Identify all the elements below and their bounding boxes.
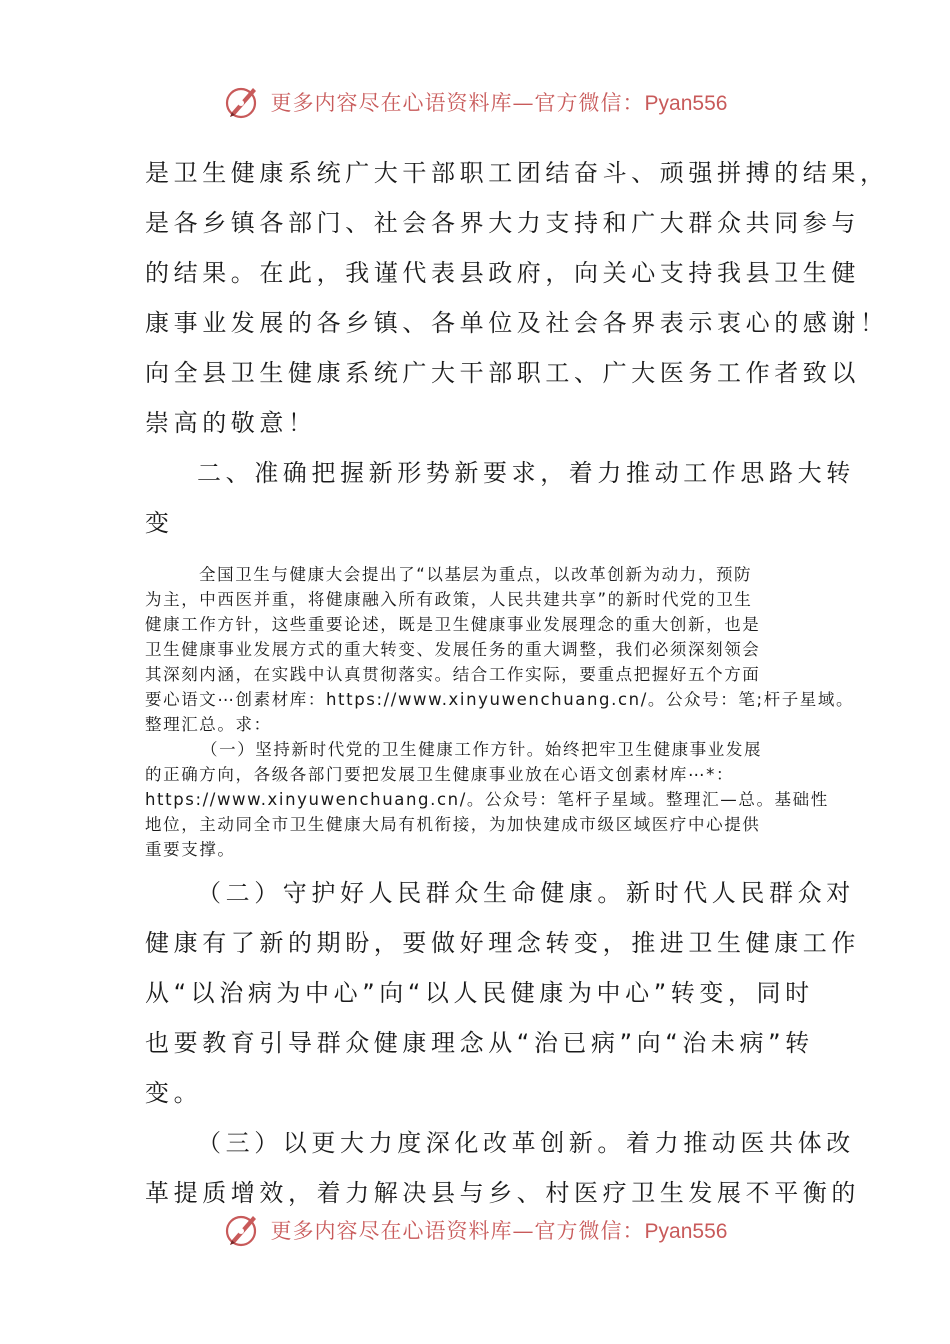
text-line: 变。 (145, 1079, 203, 1107)
small-paragraph-1 (145, 562, 855, 737)
text-line: 健康有了新的期盼，要做好理念转变，推进卫生健康工作 (145, 929, 860, 957)
text-line: 康事业发展的各乡镇、各单位及社会各界表示衷心的感谢！ (145, 309, 889, 337)
text-line: 为主，中西医并重，将健康融入所有政策，人民共建共享”的新时代党的卫生 (145, 590, 753, 609)
text-line: 卫生健康事业发展方式的重大转变、发展任务的重大调整，我们必须深刻领会 (145, 640, 761, 659)
text-line: 健康工作方针，这些重要论述，既是卫生健康事业发展理念的重大创新，也是 (145, 615, 761, 634)
text-line: 是卫生健康系统广大干部职工团结奋斗、顽强拼搏的结果， (145, 159, 889, 187)
text-line: 整理汇总。求： (145, 715, 272, 734)
text-line: 崇高的敬意！ (145, 409, 317, 437)
text-line: 向全县卫生健康系统广大干部职工、广大医务工作者致以 (145, 359, 860, 387)
text-line: （二）守护好人民群众生命健康。新时代人民群众对 (197, 879, 855, 907)
paragraph-1 (145, 148, 889, 448)
text-line: 要心语文⋯创素材库：https://www.xinyuwenchuang.cn/。公众号：笔;杆子星域。 (145, 690, 855, 709)
text-line: 的正确方向，各级各部门要把发展卫生健康事业放在心语文创素材库⋯*： (145, 765, 735, 784)
text-line: 重要支撑。 (145, 840, 236, 859)
text-line: 革提质增效，着力解决县与乡、村医疗卫生发展不平衡的 (145, 1179, 860, 1207)
banner-label: 更多内容尽在心语资料库—官方微信： (270, 91, 645, 115)
text-line: 是各乡镇各部门、社会各界大力支持和广大群众共同参与 (145, 209, 860, 237)
heading-line: 变 (145, 509, 174, 537)
small-paragraph-2 (145, 737, 829, 862)
text-line: 地位，主动同全市卫生健康大局有机衔接，为加快建成市级区域医疗中心提供 (145, 815, 761, 834)
paragraph-3 (145, 868, 860, 1118)
text-line: （一）坚持新时代党的卫生健康工作方针。始终把牢卫生健康事业发展 (201, 740, 763, 759)
banner-text (271, 87, 728, 117)
text-line: 也要教育引导群众健康理念从“治已病”向“治未病”转 (145, 1029, 814, 1057)
pen-circle-icon (223, 82, 263, 122)
banner-wechat-id: Pyan556 (644, 1220, 728, 1243)
text-line: https://www.xinyuwenchuang.cn/。公众号：笔杆子星域。整理汇—总。基础性 (145, 790, 829, 809)
footer-watermark-banner (0, 1208, 950, 1252)
text-line: 的结果。在此，我谨代表县政府，向关心支持我县卫生健 (145, 259, 860, 287)
header-watermark-banner (0, 80, 950, 124)
banner-label: 更多内容尽在心语资料库—官方微信： (270, 1219, 645, 1243)
paragraph-4 (145, 1118, 860, 1218)
heading-line: 二、准确把握新形势新要求，着力推动工作思路大转 (197, 459, 855, 487)
section-heading-2 (145, 448, 855, 548)
text-line: 从“以治病为中心”向“以人民健康为中心”转变，同时 (145, 979, 814, 1007)
banner-text (271, 1215, 728, 1245)
document-body (145, 148, 889, 1218)
text-line: 其深刻内涵，在实践中认真贯彻落实。结合工作实际，要重点把握好五个方面 (145, 665, 761, 684)
text-line: （三）以更大力度深化改革创新。着力推动医共体改 (197, 1129, 855, 1157)
banner-wechat-id: Pyan556 (644, 92, 728, 115)
text-line: 全国卫生与健康大会提出了“以基层为重点，以改革创新为动力，预防 (199, 565, 753, 584)
pen-circle-icon (223, 1210, 263, 1250)
